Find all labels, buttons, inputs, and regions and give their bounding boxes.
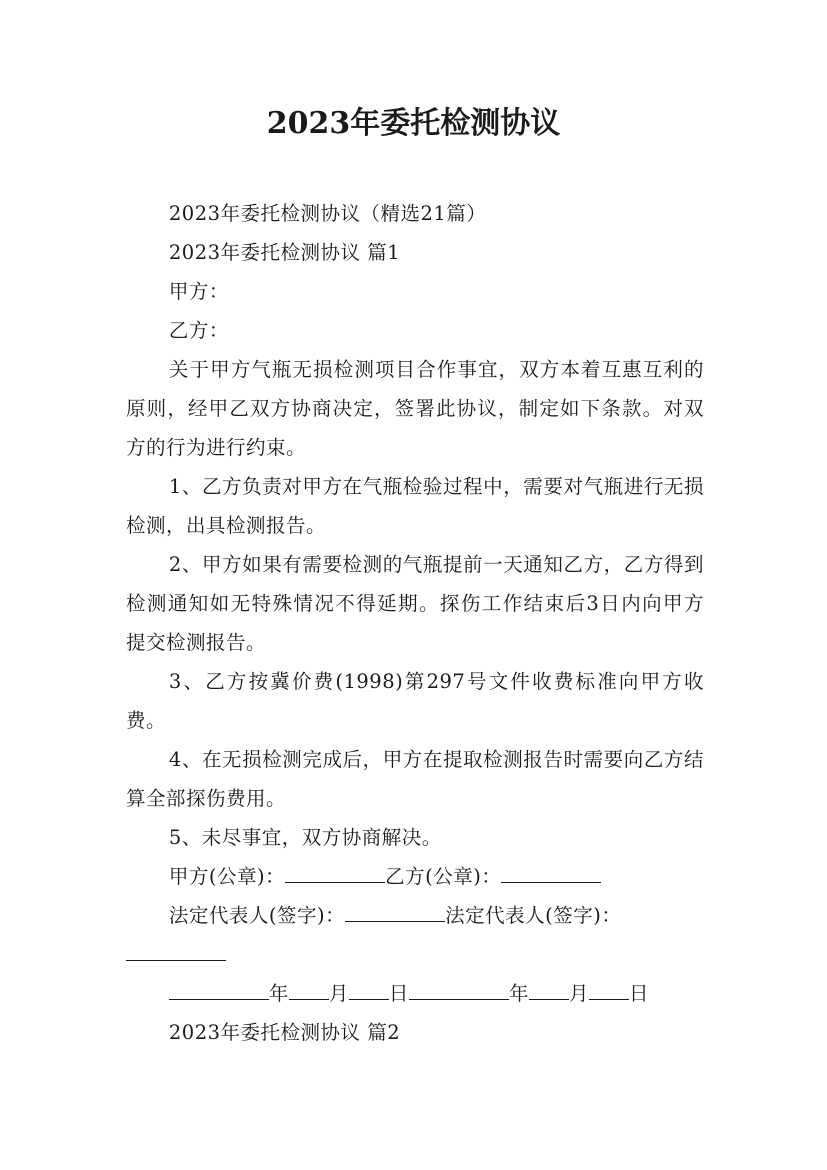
signature-blank xyxy=(285,858,385,883)
month-label: 月 xyxy=(568,982,589,1005)
paragraph: 4、在无损检测完成后，甲方在提取检测报告时需要向乙方结算全部探伤费用。 xyxy=(126,748,704,810)
representative-line-continued xyxy=(126,935,704,974)
rep-a-label: 法定代表人(签字)： xyxy=(168,904,346,927)
date-blank xyxy=(349,975,389,1000)
paragraph: 1、乙方负责对甲方在气瓶检验过程中，需要对气瓶进行无损检测，出具检测报告。 xyxy=(126,475,704,537)
day-label: 日 xyxy=(628,982,649,1005)
date-blank xyxy=(529,975,569,1000)
paragraph: 5、未尽事宜，双方协商解决。 xyxy=(168,826,442,849)
date-blank xyxy=(589,975,629,1000)
year-label: 年 xyxy=(508,982,529,1005)
date-blank xyxy=(169,975,269,1000)
paragraph: 甲方： xyxy=(168,280,229,303)
paragraph: 3、乙方按冀价费(1998)第297号文件收费标准向甲方收费。 xyxy=(126,670,704,732)
rep-b-label: 法定代表人(签字)： xyxy=(445,904,622,927)
paragraph: 关于甲方气瓶无损检测项目合作事宜，双方本着互惠互利的原则，经甲乙双方协商决定，签署此协议，制定如下条款。对双方的行为进行约束。 xyxy=(126,358,704,459)
document-body xyxy=(126,194,704,1052)
party-b-seal-label: 乙方(公章)： xyxy=(385,865,502,888)
seal-line xyxy=(126,857,704,896)
party-a-seal-label: 甲方(公章)： xyxy=(168,865,286,888)
representative-line xyxy=(126,896,704,935)
signature-blank xyxy=(126,936,226,961)
paragraph: 2023年委托检测协议 篇2 xyxy=(168,1021,401,1044)
paragraph: 乙方： xyxy=(168,319,229,342)
document-title: 2023年委托检测协议 xyxy=(266,106,561,141)
year-label: 年 xyxy=(268,982,289,1005)
month-label: 月 xyxy=(328,982,349,1005)
date-blank xyxy=(289,975,329,1000)
paragraph: 2023年委托检测协议（精选21篇） xyxy=(168,202,487,225)
paragraph: 2023年委托检测协议 篇1 xyxy=(168,241,401,264)
date-line xyxy=(126,974,704,1013)
paragraph: 2、甲方如果有需要检测的气瓶提前一天通知乙方，乙方得到检测通知如无特殊情况不得延期。探伤工作结束后3日内向甲方 提交检测报告。 xyxy=(126,553,704,654)
date-blank xyxy=(409,975,509,1000)
signature-blank xyxy=(345,897,445,922)
day-label: 日 xyxy=(388,982,409,1005)
signature-blank xyxy=(501,858,601,883)
